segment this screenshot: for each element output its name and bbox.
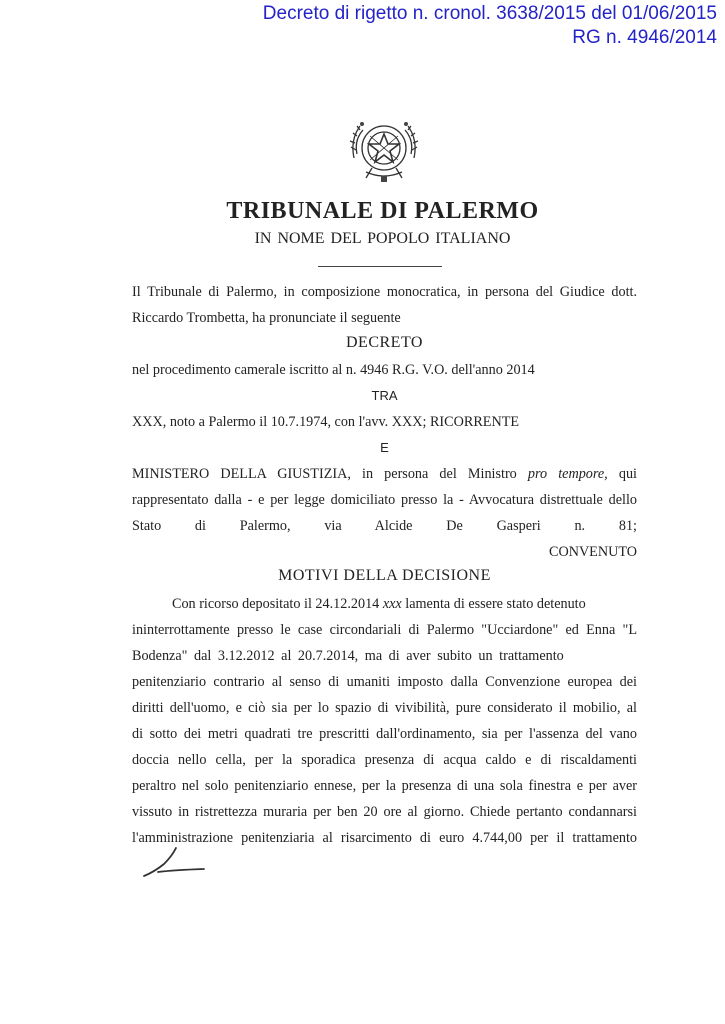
court-title: TRIBUNALE DI PALERMO [226,198,539,224]
convenuto-label: CONVENUTO [548,544,637,560]
italian-emblem-icon [344,110,424,190]
intro-line-2: Riccardo Trombetta, ha pronunciate il seguente [132,310,401,326]
body-line-6: di sotto dei metri quadrati tre prescritti dall'ordinamento, sia per l'assenza del vano [132,726,637,742]
party-convenuto-line-3: Stato di Palermo, via Alcide De Gasperi n. 81; [132,518,637,534]
body-line-1-start: Con ricorso depositato il 24.12.2014 [172,596,383,612]
body-line-1 [132,594,637,614]
party-ricorrente: XXX, noto a Palermo il 10.7.1974, con l'avv. XXX; RICORRENTE [132,414,520,430]
stamp-line-decree: Decreto di rigetto n. cronol. 3638/2015 del 01/06/2015 [262,3,717,24]
body-line-7: doccia nello cella, per la sporadica presenza di acqua caldo e di riscaldamenti [132,752,637,768]
pro-tempore: pro tempore, [527,466,608,482]
body-line-5: diritti dell'uomo, e ciò sia per lo spazio di vivibilità, pure considerato il mobilio, al [132,700,637,716]
proceeding-line: nel procedimento camerale iscritto al n. 4946 R.G. V.O. dell'anno 2014 [132,362,535,378]
body-line-3: Bodenza" dal 3.12.2012 al 20.7.2014, ma di aver subito un trattamento [132,648,564,664]
body-line-10: l'amministrazione penitenziaria al risarcimento di euro 4.744,00 per il trattamento [132,830,637,846]
body-party-name: xxx [382,596,402,612]
title-divider [318,266,442,267]
party-convenuto-line-1 [132,464,637,484]
ministry-name: MINISTERO DELLA GIUSTIZIA, in persona del Ministro [132,466,528,482]
party-convenuto-line-2: rappresentato dalla - e per legge domiciliato presso la - Avvocatura distrettuale dello [132,492,637,508]
e-label: E [380,440,389,455]
motivi-heading: MOTIVI DELLA DECISIONE [278,567,491,584]
tra-label: TRA [371,388,398,403]
court-subtitle: IN NOME DEL POPOLO ITALIANO [254,230,511,247]
body-line-8: peraltro nel solo penitenziario ennese, per la presenza di una sola finestra e per aver [132,778,637,794]
body-line-2: ininterrottamente presso le case circondariali di Palermo "Ucciardone" ed Enna "L [132,622,637,638]
document-stamp [263,2,717,50]
stamp-line-rg: RG n. 4946/2014 [572,27,717,48]
signature-mark [140,842,210,882]
decree-heading: DECRETO [346,334,423,351]
ministry-line-end: qui [607,466,637,482]
body-line-4: penitenziario contrario al senso di umaniti imposto dalla Convenzione europea dei [132,674,637,690]
body-line-1-end: lamenta di essere stato detenuto [401,596,586,612]
body-line-9: vissuto in ristrettezza muraria per ben 20 ore al giorno. Chiede pertanto condannarsi [132,804,637,820]
intro-line-1: Il Tribunale di Palermo, in composizione monocratica, in persona del Giudice dott. [132,284,637,300]
